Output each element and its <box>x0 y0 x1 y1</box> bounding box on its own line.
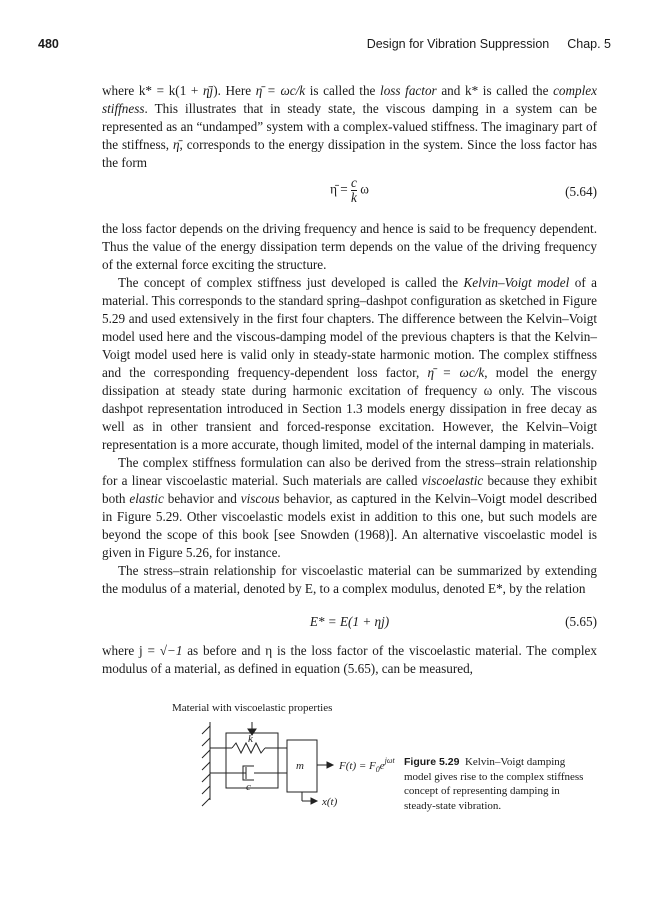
displacement-label: x(t) <box>322 796 338 808</box>
term-viscoelastic: viscoelastic <box>421 473 484 489</box>
force-label-exp: e <box>379 760 385 772</box>
force-label-sub: 0 <box>375 765 380 774</box>
p6-text: as before and η is the loss factor of the viscoelastic material. The complex modulus of a material, as defined in equation (5.65), can be measured, <box>102 643 597 677</box>
term-loss-factor: loss factor <box>380 83 437 98</box>
p6-sqrt: √−1 <box>159 643 183 658</box>
force-label-sup: jωt <box>384 756 395 765</box>
p1-text: and k* is called the <box>436 83 554 98</box>
eq64-number: (5.64) <box>565 184 597 199</box>
term-complex-stiffness: complex stiffness <box>102 83 597 117</box>
p3-text: of a material. This corresponds to the standard spring–dashpot configuration as sketched in Figure 5.29 and used extensively in the first four chapters. The difference between the Kelvin–Voigt model used here and the viscous-damping model of the previous chapters is that the Kelvin–Voigt model used here is valid only in steady-state harmonic motion. The complex stiffness and the corresponding frequency-dependent loss factor, <box>102 275 597 381</box>
p1-text: , corresponds to the energy dissipation in the system. Since the loss factor has the form <box>102 137 597 171</box>
p2-text: the loss factor depends on the driving frequency and hence is said to be frequency dependent. Thus the value of the energy dissipation term depends on the value of the driving frequency of the external force exciting the structure. <box>102 221 597 273</box>
eq64-numerator: c <box>351 175 357 190</box>
p4-text: behavior, as captured in the Kelvin–Voigt model described in Figure 5.29. Other viscoelastic models exist in addition to this one, but such models are beyond the scope of this book [see Snowden (1968)]. An alternative viscoelastic model is given in Figure 5.26, for instance. <box>102 491 597 561</box>
p1-eta-j: η̄j <box>202 83 214 98</box>
displacement-arrow-head <box>311 798 317 804</box>
force-label-text: F(t) = F <box>339 760 376 772</box>
p4-text: behavior and <box>163 491 241 507</box>
p6-text: where j = <box>102 643 160 658</box>
wall-hatching <box>202 726 210 806</box>
damper-label: c <box>246 781 251 793</box>
eq64-denominator: k <box>351 190 357 205</box>
force-label <box>338 756 396 774</box>
p1-eta-def: η̄ = ωc/k <box>255 83 306 98</box>
caption-label: Figure 5.29 <box>404 756 460 768</box>
p4-text: because they exhibit both <box>102 473 597 507</box>
p1-text: is called the <box>305 83 381 98</box>
mass-label: m <box>296 760 304 772</box>
p5-text: The stress–strain relationship for viscoelastic material can be summarized by extending the modulus of a material, denoted by E, to a complex modulus, denoted E*, by the relation <box>102 563 597 597</box>
caption-text: Kelvin–Voigt damping model gives rise to the complex stiffness concept of representing damping in steady-state vibration. <box>404 756 584 812</box>
term-kelvin-voigt-model: Kelvin–Voigt model <box>463 275 570 290</box>
eq65-number: (5.65) <box>565 614 597 629</box>
term-elastic: elastic <box>129 491 164 507</box>
eq64-lhs: η̄ = <box>330 181 348 197</box>
p1-text: ). Here <box>213 83 256 98</box>
p1-eta: η̄ <box>172 137 180 153</box>
spring-label: k <box>248 733 253 745</box>
force-arrow-head <box>327 762 333 768</box>
figure-label: Material with viscoelastic properties <box>172 702 333 714</box>
p3-eta-def: η̄ = ωc/k <box>427 365 485 381</box>
figure-caption <box>404 755 594 813</box>
eq64-rhs: ω <box>360 181 369 197</box>
p3-text: , model the energy dissipation at steady state during harmonic excitation of frequency ω only. The viscous dashpot representation introduced in Section 1.3 models energy dissipation in free decay as well as in other transient and forced-response excitation. However, the Kelvin–Voigt representation is a more accurate, though limited, model of the internal damping in materials. <box>102 365 597 453</box>
chapter-label: Chap. 5 <box>567 37 611 51</box>
p4-text: The complex stiffness formulation can also be derived from the stress–strain relationship for a linear viscoelastic material. Such materials are called <box>102 455 597 489</box>
page-number: 480 <box>38 37 59 51</box>
p3-text: The concept of complex stiffness just developed is called the <box>118 275 464 290</box>
p1-text: where k* = k(1 + <box>102 83 203 98</box>
term-viscous: viscous <box>240 491 280 507</box>
p1-text: . This illustrates that in steady state, the viscous damping in a system can be represented as an “undamped” system with a complex-valued stiffness. The imaginary part of the stiffness, <box>102 101 597 153</box>
eq65-expression: E* = E(1 + ηj) <box>309 614 390 629</box>
running-title: Design for Vibration Suppression <box>366 37 550 51</box>
